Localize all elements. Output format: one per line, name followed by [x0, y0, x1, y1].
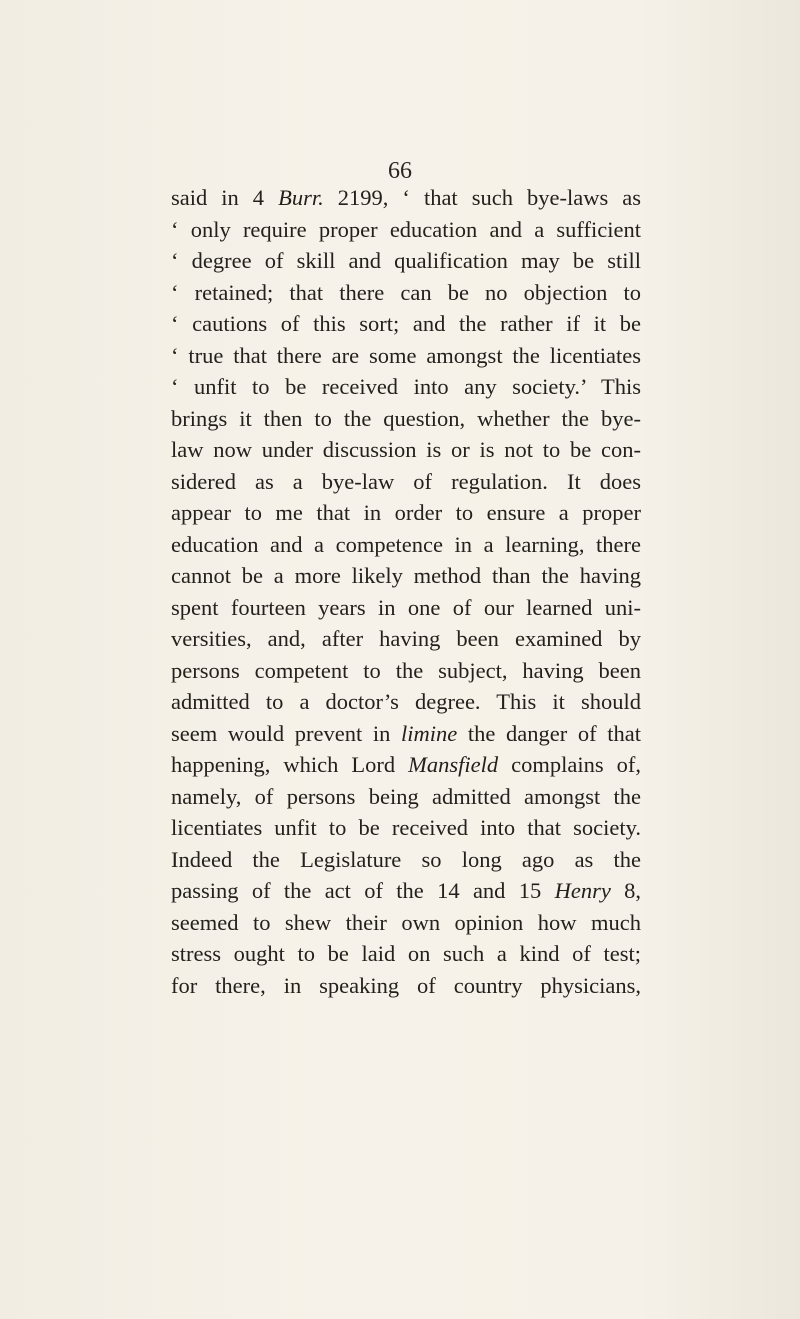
text-line	[171, 781, 641, 813]
body-text	[171, 182, 641, 1001]
text-segment: passing of the act of the 14 and 15	[171, 878, 555, 903]
text-line	[171, 812, 641, 844]
text-line	[171, 970, 641, 1002]
text-segment: ‘ retained; that there can be no objection to	[171, 279, 641, 305]
text-line	[171, 434, 641, 466]
text-segment: ‘ degree of skill and qualification may be still	[171, 248, 641, 273]
text-segment: the danger of that	[457, 720, 642, 746]
text-segment: ‘ true that there are some amongst the licentiates	[171, 342, 641, 368]
text-line	[171, 718, 641, 750]
page-number: 66	[388, 158, 412, 184]
text-segment: appear to me that in order to ensure a proper	[171, 500, 641, 525]
text-line	[171, 623, 641, 655]
text-segment: brings it then to the question, whether the bye-	[171, 405, 641, 431]
text-segment: 2199, ‘ that such bye-laws as	[323, 185, 641, 210]
text-line	[171, 844, 641, 876]
text-segment: happening, which Lord	[171, 752, 409, 777]
text-segment: ‘ only require proper education and a sufficient	[171, 216, 641, 242]
italic-text: Burr.	[278, 185, 324, 210]
text-segment: Indeed the Legislature so long ago as the	[171, 846, 641, 872]
text-line	[171, 560, 641, 592]
text-segment: admitted to a doctor’s degree. This it should	[171, 689, 641, 714]
text-line	[171, 938, 641, 970]
text-line	[171, 466, 641, 498]
text-line	[171, 907, 641, 939]
text-segment: sidered as a bye-law of regulation. It does	[171, 468, 641, 494]
text-line	[171, 182, 641, 214]
italic-text: limine	[401, 720, 458, 746]
text-segment: stress ought to be laid on such a kind of test;	[171, 941, 641, 966]
text-segment: seemed to shew their own opinion how much	[171, 909, 641, 935]
text-line	[171, 497, 641, 529]
text-line	[171, 214, 641, 246]
text-line	[171, 592, 641, 624]
text-segment: versities, and, after having been examined by	[171, 626, 641, 651]
text-segment: seem would prevent in	[171, 720, 402, 746]
text-segment: namely, of persons being admitted amongst the	[171, 783, 641, 809]
text-line	[171, 371, 641, 403]
text-segment: persons competent to the subject, having been	[171, 657, 641, 683]
text-line	[171, 655, 641, 687]
text-line	[171, 686, 641, 718]
italic-text: Mansfield	[408, 752, 499, 777]
text-segment: ‘ cautions of this sort; and the rather if it be	[171, 311, 641, 336]
text-segment: for there, in speaking of country physicians,	[171, 972, 641, 998]
text-line	[171, 277, 641, 309]
text-segment: education and a competence in a learning, there	[171, 531, 641, 557]
text-segment: ‘ unfit to be received into any society.’ This	[171, 374, 641, 399]
text-segment: 8,	[610, 878, 642, 903]
text-segment: cannot be a more likely method than the having	[171, 563, 641, 588]
text-line	[171, 245, 641, 277]
text-line	[171, 529, 641, 561]
text-line	[171, 308, 641, 340]
text-line	[171, 749, 641, 781]
text-segment: said in 4	[171, 185, 279, 210]
text-segment: spent fourteen years in one of our learned uni-	[171, 594, 641, 620]
text-segment: complains of,	[498, 752, 642, 777]
text-segment: licentiates unfit to be received into that society.	[171, 815, 641, 840]
text-segment: law now under discussion is or is not to be con-	[171, 437, 641, 462]
italic-text: Henry	[554, 878, 611, 903]
text-line	[171, 340, 641, 372]
text-line	[171, 875, 641, 907]
text-line	[171, 403, 641, 435]
